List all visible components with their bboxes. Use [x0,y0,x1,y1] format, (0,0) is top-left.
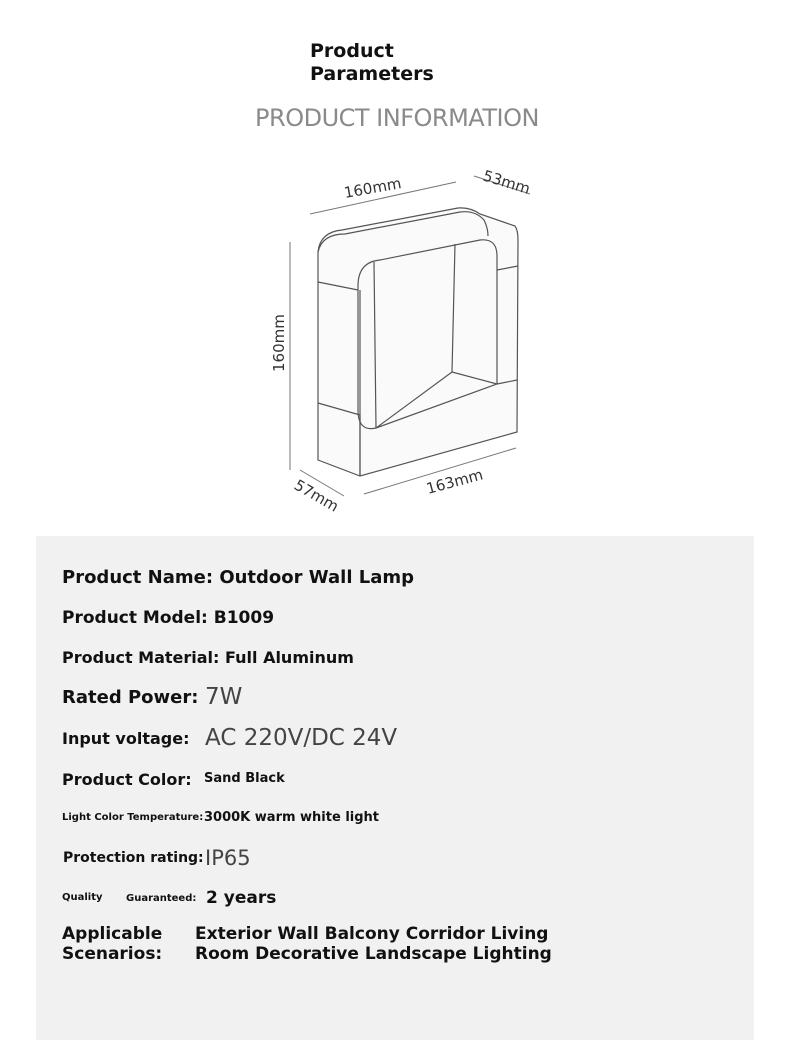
spec-power-label: Rated Power: [62,687,199,708]
spec-protection-label: Protection rating: [63,850,204,866]
spec-quality-value: 2 years [206,888,277,908]
spec-scenarios-value [195,924,552,964]
dim-top-width: 160mm [342,174,403,202]
spec-protection-value: IP65 [205,846,251,870]
section-subtitle: PRODUCT INFORMATION [255,104,539,132]
spec-scenarios-label-line2: Scenarios: [62,944,163,964]
spec-scenarios-value-line1: Exterior Wall Balcony Corridor Living [195,924,549,944]
page-title-line2: Parameters [310,63,434,85]
spec-temp-value: 3000K warm white light [204,810,380,825]
dim-top-depth: 53mm [480,166,533,198]
lamp-outline [318,208,518,476]
spec-power-value: 7W [205,684,243,710]
page-title-line1: Product [310,40,394,62]
spec-voltage-label: Input voltage: [62,729,190,748]
spec-scenarios-label [62,924,162,964]
spec-temp-label: Light Color Temperature: [62,812,204,823]
spec-scenarios-label-line1: Applicable [62,924,163,944]
dim-bottom-depth: 57mm [291,475,342,516]
spec-product-model: Product Model: B1009 [62,608,275,628]
spec-product-material: Product Material: Full Aluminum [62,648,354,667]
spec-color-label: Product Color: [62,770,192,789]
spec-quality-label: Quality [62,892,103,903]
spec-scenarios-value-line2: Room Decorative Landscape Lighting [195,944,552,964]
spec-guaranteed-label: Guaranteed: [126,893,197,904]
spec-voltage-value: AC 220V/DC 24V [205,725,398,751]
spec-product-name: Product Name: Outdoor Wall Lamp [62,567,415,588]
dim-height: 160mm [270,314,288,372]
spec-color-value: Sand Black [204,771,285,786]
dim-bottom-width: 163mm [424,465,485,498]
